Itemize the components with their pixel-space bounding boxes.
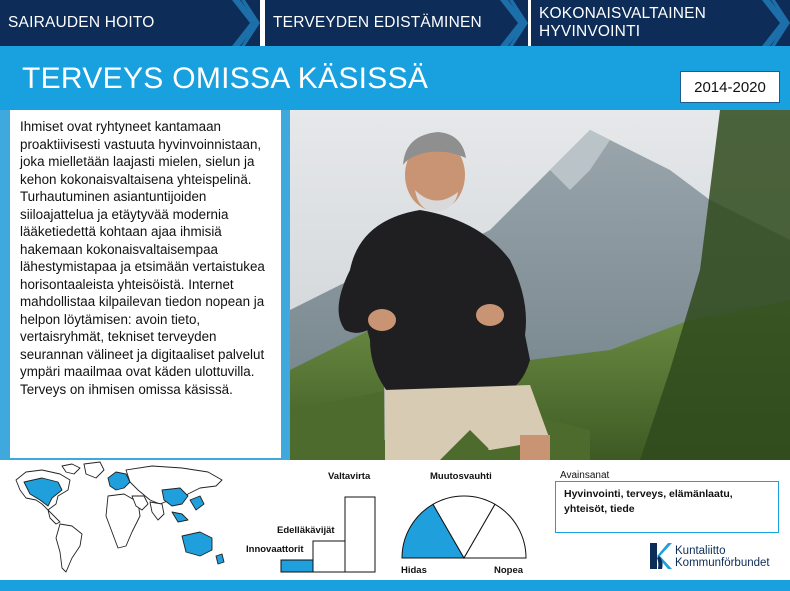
tab-kokonaisvaltainen-hyvinvointi[interactable]	[531, 0, 790, 46]
chevron-right-icon	[500, 0, 528, 46]
adoption-step-mainstream	[345, 497, 375, 572]
speed-label-slow: Hidas	[401, 565, 427, 576]
description-text: Ihmiset ovat ryhtyneet kantamaan proaktiivisesti vastuuta hyvinvoinnistaan, joka mielletään laajasti mielen, sielun ja kehon kokonaisvaltaisena yhteispelinä. Turhautuminen asiantuntijoiden siiloajattelua ja etäytyvää modernia lääketiedettä kohtaan ajaa ihmisiä hakemaan kokonaisvaltaisempaa lähestymistapaa ja etsimään vertaistukea horisontaaleista yhteisöistä. Internet mahdollistaa kilpailevan tiedon nopean ja helpon löytämisen: avoin tieto, vertaisryhmät, tekniset terveyden seurannan välineet ja digitaaliset palvelut ympäri maailmaa ovat käden ulottuvilla. Terveys on ihmisen omissa käsissä.	[20, 119, 265, 397]
speed-label-fast: Nopea	[494, 565, 524, 576]
tab-label: KOKONAISVALTAINEN HYVINVOINTI	[539, 5, 707, 40]
logo-wordmark	[675, 545, 770, 569]
keywords-title: Avainsanat	[560, 470, 610, 481]
chevron-right-icon	[762, 0, 790, 46]
logo-line-2: Kommunförbundet	[675, 557, 770, 569]
speed-gauge-title: Muutosvauhti	[430, 471, 492, 482]
hiker-photo	[290, 110, 790, 460]
adoption-label-early-adopters: Edelläkävijät	[277, 525, 335, 536]
adoption-label-innovators: Innovaattorit	[246, 544, 304, 555]
kuntaliitto-logo-icon	[648, 541, 672, 571]
page-title: TERVEYS OMISSA KÄSISSÄ	[22, 62, 429, 95]
tab-label: SAIRAUDEN HOITO	[8, 14, 155, 31]
adoption-step-innovators	[281, 560, 313, 572]
tab-terveyden-edistaminen[interactable]	[265, 0, 528, 46]
footer-strip	[0, 580, 790, 591]
logo-line-1: Kuntaliitto	[675, 545, 726, 557]
description-panel	[10, 110, 281, 458]
keywords-text: Hyvinvointi, terveys, elämänlaatu, yhteisöt, tiede	[564, 488, 733, 515]
year-range-badge: 2014-2020	[680, 71, 780, 103]
tab-label: TERVEYDEN EDISTÄMINEN	[273, 14, 482, 31]
keywords-box	[555, 481, 779, 533]
speed-gauge	[398, 490, 530, 562]
adoption-label-mainstream: Valtavirta	[328, 471, 371, 482]
tab-bar	[0, 0, 790, 46]
chevron-right-icon	[232, 0, 260, 46]
world-map	[12, 460, 230, 578]
tab-sairauden-hoito[interactable]	[0, 0, 260, 46]
adoption-step-early-adopters	[313, 541, 345, 572]
